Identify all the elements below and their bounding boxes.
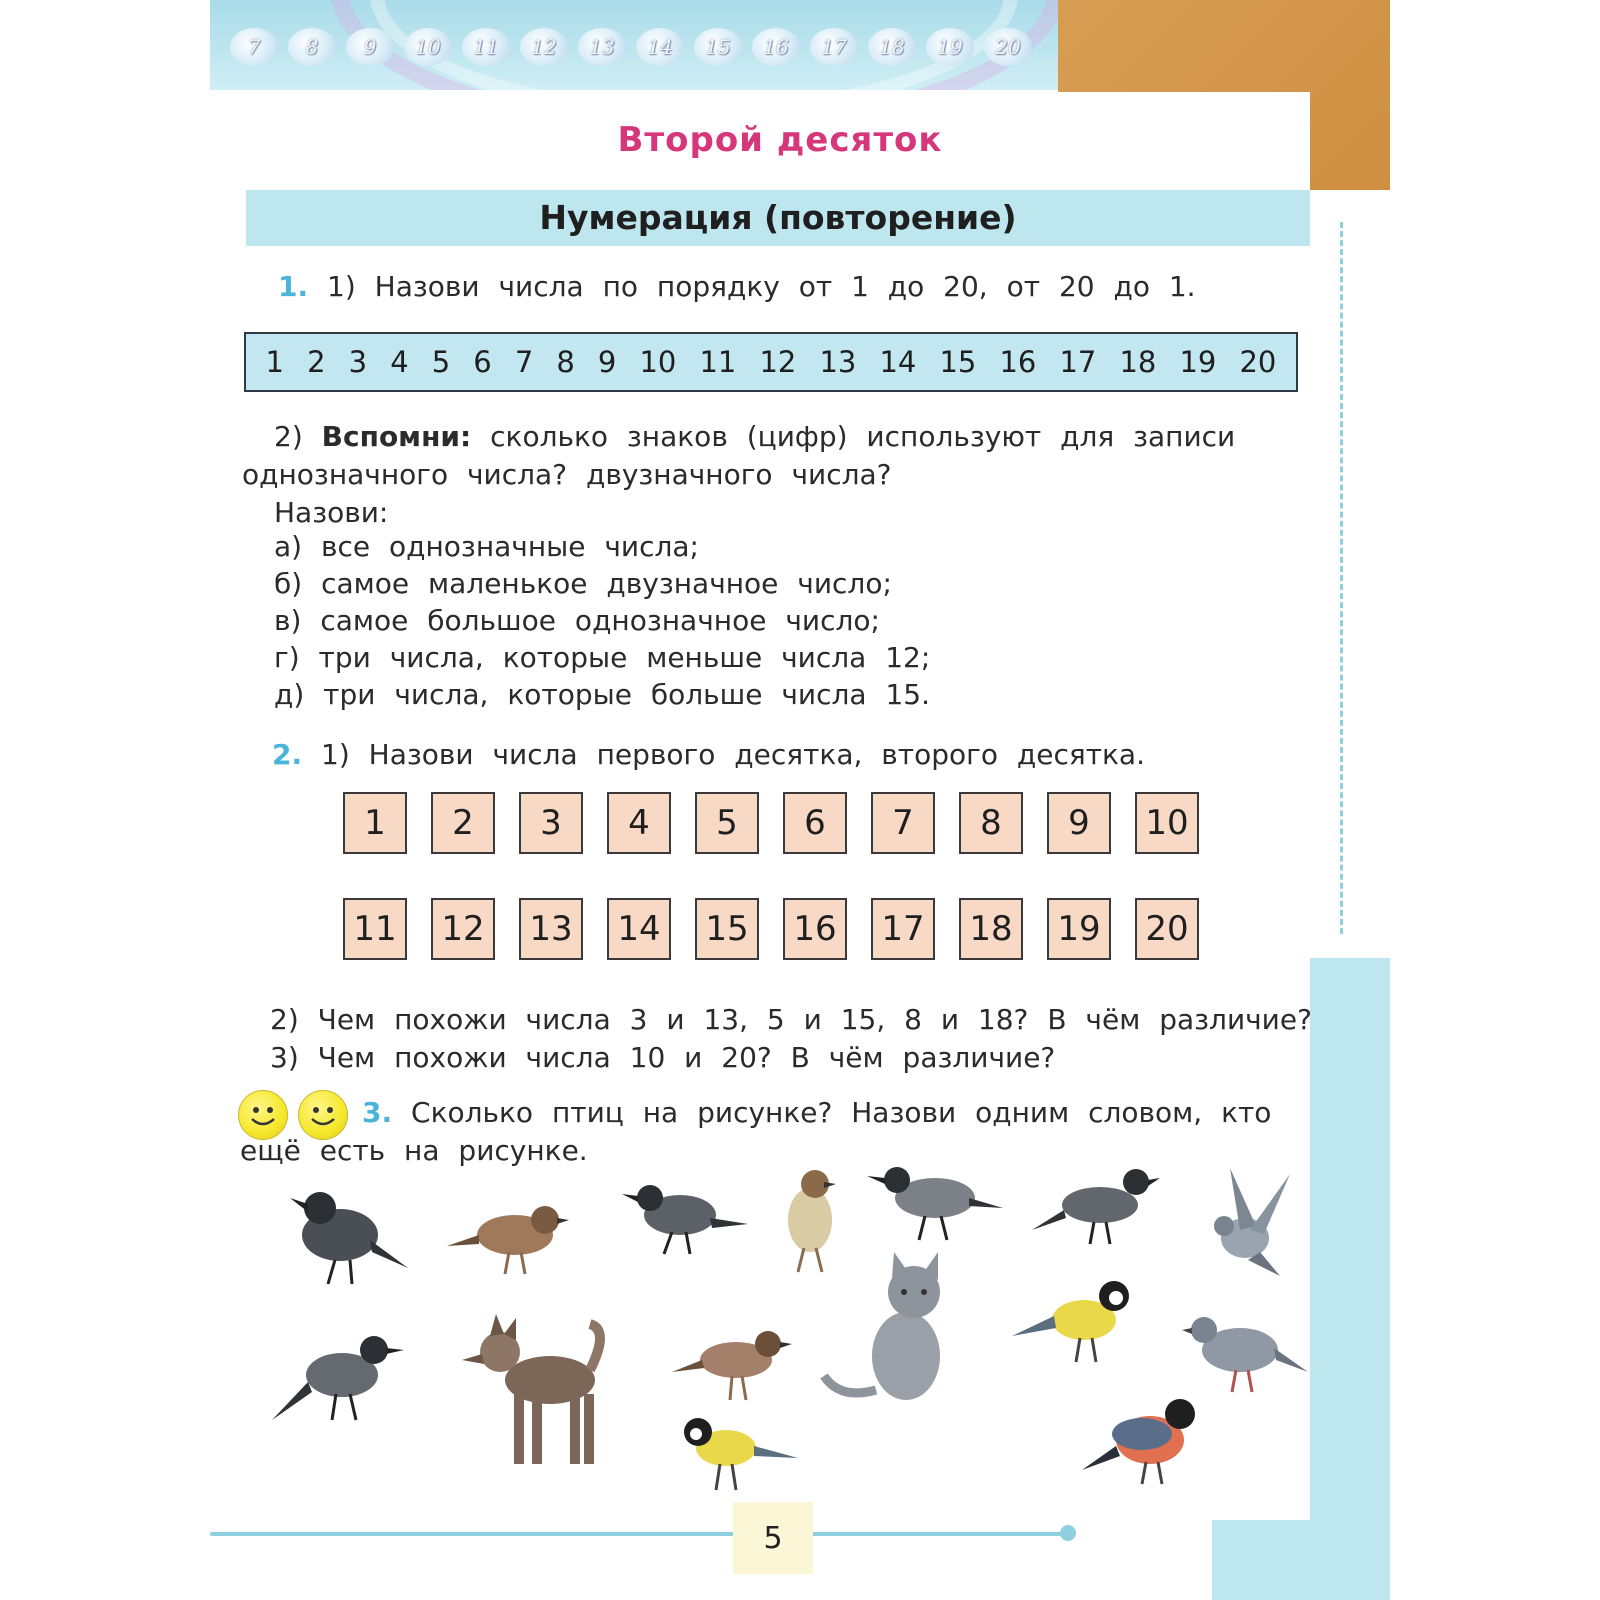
crow-icon — [280, 1180, 410, 1290]
number-row-1-to-20 — [244, 332, 1298, 392]
strip-number: 10 — [404, 28, 452, 66]
number-box: 12 — [431, 898, 495, 960]
footer-line — [210, 1532, 1070, 1536]
strip-number-list — [230, 28, 1032, 66]
task2-number: 2. — [272, 738, 303, 771]
bullfinch-icon — [1080, 1390, 1210, 1490]
strip-number: 18 — [868, 28, 916, 66]
task1-part2-rest: сколько знаков (цифр) используют для записи — [490, 420, 1236, 453]
row-number: 1 — [265, 345, 284, 379]
great-tit-icon — [1010, 1270, 1140, 1370]
row-number: 2 — [307, 345, 326, 379]
strip-number: 9 — [346, 28, 394, 66]
footer-dot — [1060, 1525, 1076, 1541]
crow-icon — [270, 1320, 410, 1430]
strip-number: 16 — [752, 28, 800, 66]
task1-part2-bold: Вспомни: — [321, 420, 472, 453]
task3-text: Сколько птиц на рисунке? Назови одним словом, кто — [411, 1096, 1272, 1129]
crow-icon — [865, 1160, 1005, 1245]
task1-line — [278, 270, 1196, 303]
strip-number: 11 — [462, 28, 510, 66]
row-number: 3 — [348, 345, 368, 379]
task1-part2-line1 — [274, 420, 1235, 453]
number-box: 14 — [607, 898, 671, 960]
number-box: 9 — [1047, 792, 1111, 854]
strip-number: 14 — [636, 28, 684, 66]
task2-line — [272, 738, 1145, 771]
number-box: 1 — [343, 792, 407, 854]
task1-number: 1. — [278, 270, 309, 303]
number-box: 18 — [959, 898, 1023, 960]
number-box: 20 — [1135, 898, 1199, 960]
second-ten-boxes — [343, 898, 1199, 960]
task1-item: в) самое большое однозначное число; — [274, 604, 880, 637]
row-number: 15 — [939, 345, 977, 379]
number-box: 5 — [695, 792, 759, 854]
number-box: 10 — [1135, 792, 1199, 854]
task1-item: б) самое маленькое двузначное число; — [274, 567, 892, 600]
sparrow-icon — [670, 1320, 800, 1410]
row-number: 4 — [390, 345, 409, 379]
number-box: 7 — [871, 792, 935, 854]
row-number: 11 — [699, 345, 737, 379]
strip-number: 20 — [984, 28, 1032, 66]
section-title: Второй десяток — [617, 120, 943, 160]
strip-number: 15 — [694, 28, 742, 66]
number-box: 2 — [431, 792, 495, 854]
task2-part1: 1) Назови числа первого десятка, второго десятка. — [321, 738, 1145, 771]
task1-part2-prefix: 2) — [274, 420, 303, 453]
row-number: 5 — [431, 345, 451, 379]
margin-dashed-line — [1340, 222, 1343, 934]
top-number-strip — [210, 0, 1058, 90]
task1-item: д) три числа, которые больше числа 15. — [274, 678, 931, 711]
number-box: 15 — [695, 898, 759, 960]
strip-number: 7 — [230, 28, 278, 66]
pigeon-icon — [1190, 1160, 1300, 1280]
number-box: 4 — [607, 792, 671, 854]
number-box: 3 — [519, 792, 583, 854]
task1-part1: 1) Назови числа по порядку от 1 до 20, от 20 до 1. — [327, 270, 1196, 303]
number-box: 11 — [343, 898, 407, 960]
cat-icon — [820, 1250, 980, 1410]
page-number: 5 — [733, 1502, 813, 1574]
sparrow-icon — [445, 1190, 575, 1280]
row-number: 9 — [597, 345, 617, 379]
number-box: 6 — [783, 792, 847, 854]
number-box: 8 — [959, 792, 1023, 854]
pigeon-icon — [1180, 1300, 1310, 1400]
number-box: 16 — [783, 898, 847, 960]
lesson-subtitle: Нумерация (повторение) — [539, 198, 1017, 237]
great-tit-icon — [670, 1410, 800, 1500]
strip-number: 12 — [520, 28, 568, 66]
row-number: 16 — [999, 345, 1037, 379]
strip-number: 13 — [578, 28, 626, 66]
first-ten-boxes — [343, 792, 1199, 854]
smiley-icon — [298, 1090, 348, 1140]
number-box: 17 — [871, 898, 935, 960]
number-box: 13 — [519, 898, 583, 960]
number-box: 19 — [1047, 898, 1111, 960]
strip-number: 8 — [288, 28, 336, 66]
task2-part2: 2) Чем похожи числа 3 и 13, 5 и 15, 8 и 18? В чём различие? — [270, 1003, 1312, 1036]
strip-number: 19 — [926, 28, 974, 66]
task1-item: а) все однозначные числа; — [274, 530, 699, 563]
row-number: 17 — [1059, 345, 1097, 379]
row-number: 10 — [639, 345, 677, 379]
animals-illustration — [260, 1160, 1340, 1470]
smiley-icon — [238, 1090, 288, 1140]
row-number: 18 — [1119, 345, 1157, 379]
task1-part2-line2: однозначного числа? двузначного числа? — [242, 458, 892, 491]
crow-icon — [1030, 1160, 1160, 1250]
task1-item: г) три числа, которые меньше числа 12; — [274, 641, 931, 674]
row-number: 6 — [473, 345, 492, 379]
task2-part3: 3) Чем похожи числа 10 и 20? В чём различие? — [270, 1041, 1056, 1074]
task1-name-prompt: Назови: — [274, 496, 389, 529]
task3-line1 — [362, 1096, 1271, 1129]
strip-number: 17 — [810, 28, 858, 66]
row-number: 12 — [759, 345, 797, 379]
row-number: 7 — [514, 345, 534, 379]
crow-icon — [620, 1170, 750, 1260]
row-number: 19 — [1179, 345, 1217, 379]
dog-icon — [460, 1310, 620, 1470]
row-number: 8 — [556, 345, 575, 379]
row-number: 20 — [1239, 345, 1277, 379]
task3-line2: ещё есть на рисунке. — [240, 1134, 588, 1167]
row-number: 13 — [819, 345, 857, 379]
row-number: 14 — [879, 345, 917, 379]
task3-number: 3. — [362, 1096, 393, 1129]
